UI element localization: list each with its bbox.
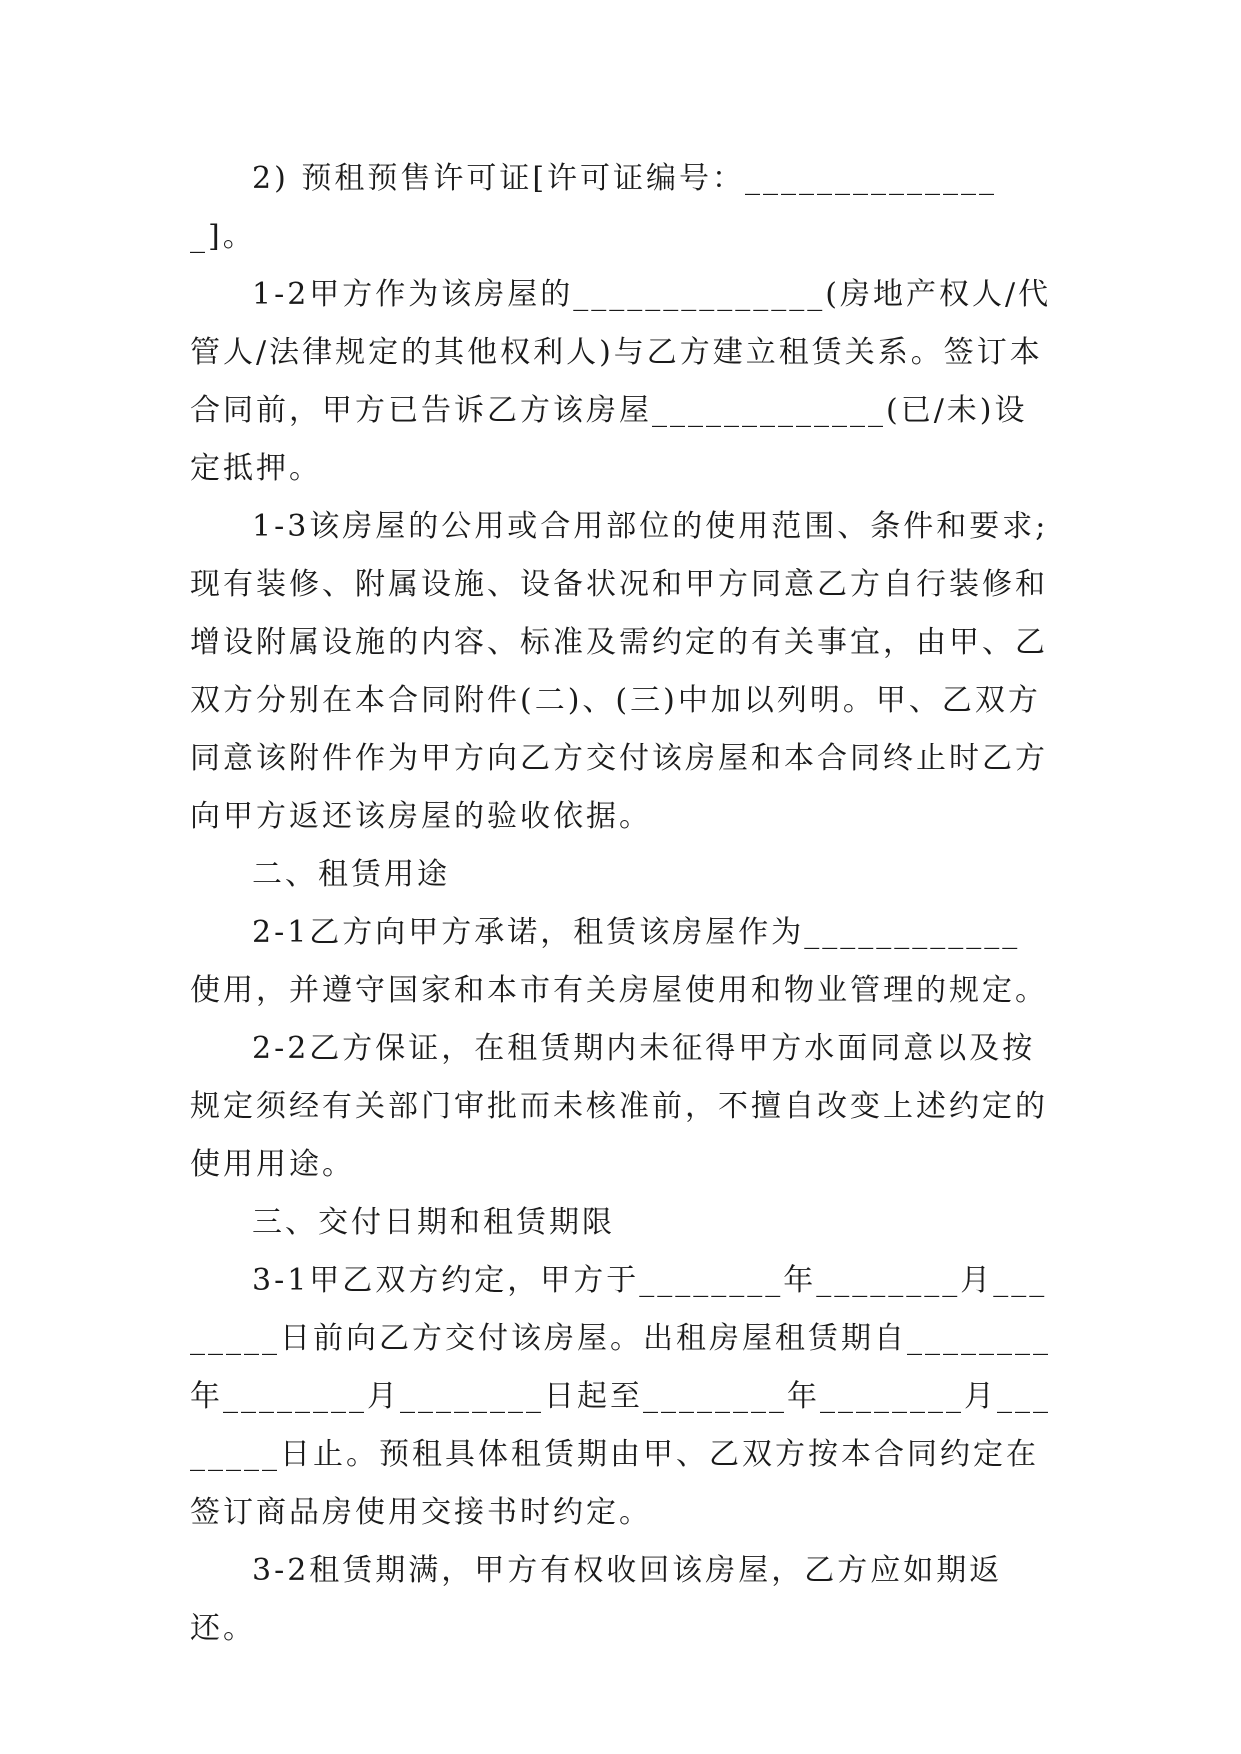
- paragraph-1-3: 1-3该房屋的公用或合用部位的使用范围、条件和要求;现有装修、附属设施、设备状况和甲方同意乙方自行装修和增设附属设施的内容、标准及需约定的有关事宜，由甲、乙双方分别在本合同附件(二)、(三)中加以列明。甲、乙双方同意该附件作为甲方向乙方交付该房屋和本合同终止时乙方向甲方返还该房屋的验收依据。: [190, 509, 1049, 834]
- section-heading-delivery-term: 三、交付日期和租赁期限: [252, 1205, 615, 1240]
- paragraph-2-2: 2-2乙方保证，在租赁期内未征得甲方水面同意以及按规定须经有关部门审批而未核准前，不擅自改变上述约定的使用用途。: [190, 1031, 1048, 1182]
- section-heading-rental-purpose: 二、租赁用途: [252, 857, 450, 892]
- paragraph-permit-number: 2) 预租预售许可证[许可证编号：_______________]。: [190, 161, 998, 254]
- paragraph-1-2: 1-2甲方作为该房屋的______________(房地产权人/代管人/法律规定的其他权利人)与乙方建立租赁关系。签订本合同前，甲方已告诉乙方该房屋_____________(已/未)设定抵押。: [190, 277, 1052, 486]
- paragraph-3-2: 3-2租赁期满，甲方有权收回该房屋，乙方应如期返还。: [190, 1553, 1003, 1646]
- document-body: [190, 150, 1052, 1658]
- paragraph-3-1: 3-1甲乙双方约定，甲方于________年________月________日前向乙方交付该房屋。出租房屋租赁期自________年________月________日起至________年________月________日止。预租具体租赁期由甲、乙双方按本合同约定在签订商品房使用交接书时约定。: [190, 1263, 1051, 1530]
- paragraph-2-1: 2-1乙方向甲方承诺，租赁该房屋作为____________使用，并遵守国家和本市有关房屋使用和物业管理的规定。: [190, 915, 1048, 1008]
